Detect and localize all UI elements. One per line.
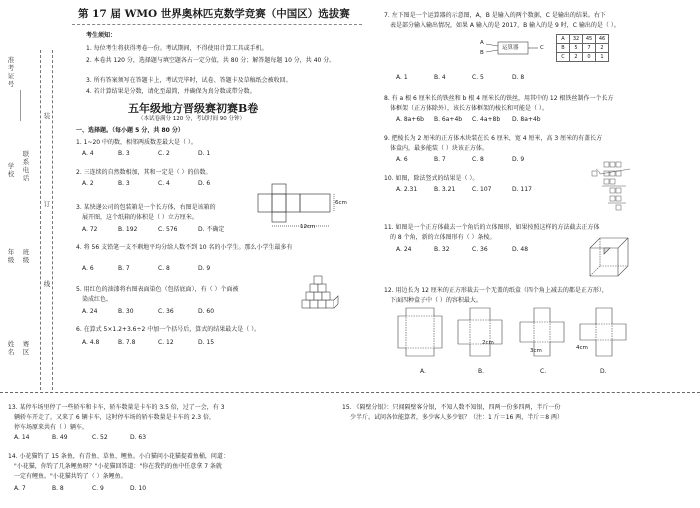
option[interactable]: B. 3 — [118, 180, 130, 187]
notice-item: 3. 所有答案须写在答题卡上，考试完毕时，试卷、答题卡及草稿纸会被收回。 — [86, 77, 292, 84]
option[interactable]: D. 60 — [198, 308, 215, 315]
question-stem: 体盒内，最多能装（ ）块该正方体。 — [390, 145, 488, 152]
notice-heading: 考生须知： — [86, 32, 117, 39]
question-stem: 表是部分输入输出情况，如果 A 输入的是 2017，B 输入的是 9 时，C 输出的是（ ）。 — [390, 22, 620, 29]
bind-mark: 线 — [43, 280, 51, 288]
table-cell: 5 — [570, 44, 583, 53]
figure-label: 3cm — [530, 348, 542, 354]
bind-mark: 装 — [43, 112, 51, 120]
box-net-options-figure — [398, 308, 628, 364]
binding-dashed-line — [40, 50, 41, 390]
option[interactable]: C. 9 — [92, 485, 104, 492]
option[interactable]: B. — [478, 368, 485, 375]
option[interactable]: C. 12 — [158, 339, 174, 346]
table-cell: 2 — [596, 44, 609, 53]
option[interactable]: C. 4 — [158, 180, 170, 187]
notice-item: 4. 若计算结果是分数，请化至最简，并确保为真分数或带分数。 — [86, 88, 256, 95]
table-cell: B — [557, 44, 570, 53]
option[interactable]: A. 2.31 — [396, 186, 418, 193]
question-stem: 8. 有 a 根 6 厘米长的铁丝和 b 根 4 厘米长的铁丝，用其中的 12 根铁丝制作一个长方 — [384, 95, 614, 102]
option[interactable]: C. 52 — [92, 434, 108, 441]
option[interactable]: A. 14 — [14, 434, 30, 441]
option[interactable]: A. 24 — [396, 246, 412, 253]
option[interactable]: A. 4.8 — [82, 339, 100, 346]
option[interactable]: A. 4 — [82, 150, 94, 157]
option[interactable]: D. 9 — [512, 156, 525, 163]
option[interactable]: D. 不确定 — [198, 226, 225, 233]
sidebar-label: 年级 — [7, 248, 15, 264]
question-stem: 1. 1~20 中的数，相邻两质数差最大是（ ）。 — [76, 139, 197, 146]
option[interactable]: D. 48 — [512, 246, 529, 253]
question-stem: 7. 左下图是一个运算器的示意图，A，B 是输入的两个数据，C 是输出的结果。右下 — [384, 12, 606, 19]
sidebar-label: 班级 — [22, 248, 30, 264]
option[interactable]: C. 4a+8b — [472, 116, 501, 123]
option[interactable]: C. 36 — [472, 246, 488, 253]
option[interactable]: C. 107 — [472, 186, 492, 193]
option[interactable]: B. 7 — [118, 265, 130, 272]
option[interactable]: B. 7.8 — [118, 339, 136, 346]
option[interactable]: D. 10 — [130, 485, 147, 492]
option[interactable]: B. 30 — [118, 308, 134, 315]
question-stem: 染成红色。 — [82, 296, 113, 303]
question-stem: 14. 小花猫钓了 15 条鱼，有青鱼、草鱼、鲤鱼。小白猫问小花猫提着鱼桶，问道： — [8, 453, 229, 460]
table-cell: C — [557, 53, 570, 62]
question-stem: 4. 将 56 支铅笔一支不剩地平均分给人数不到 10 名的小学生。那么小学生最多有 — [76, 244, 293, 251]
option[interactable]: D. 9 — [198, 265, 211, 272]
option[interactable]: C. — [540, 368, 547, 375]
option[interactable]: A. 24 — [82, 308, 98, 315]
option[interactable]: D. 6 — [198, 180, 211, 187]
option[interactable]: D. 8a+4b — [512, 116, 541, 123]
question-stem: 9. 把棱长为 2 厘米的正方体木块装在长 6 厘米，宽 4 厘米，高 3 厘米的有盖长方 — [384, 135, 603, 142]
question-stem: 13. 某停车场里停了一些轿车和卡车，轿车数量是卡车的 3.5 倍，过了一会，有 3 — [8, 404, 225, 411]
question-stem: 2. 三连续的自然数相加，其和一定是（ ）的倍数。 — [76, 169, 212, 176]
option[interactable]: B. 8 — [52, 485, 64, 492]
question-stem: 下面四种盒子中（ ）的容积最大。 — [390, 297, 482, 304]
option[interactable]: A. 8a+6b — [396, 116, 424, 123]
option[interactable]: C. 8 — [158, 265, 170, 272]
option[interactable]: C. 576 — [158, 226, 178, 233]
question-stem: 10. 如图，除法竖式的结果是（ ）。 — [384, 175, 479, 182]
option[interactable]: D. 63 — [130, 434, 147, 441]
option[interactable]: B. 3 — [118, 150, 130, 157]
question-stem: 6. 在算式 5×1.2+3.6÷2 中加一个括号后，算式的结果最大是（ ）。 — [76, 326, 261, 333]
truncated-cube-figure — [588, 236, 634, 278]
option[interactable]: B. 49 — [52, 434, 68, 441]
option[interactable]: D. 117 — [512, 186, 532, 193]
option[interactable]: A. 1 — [396, 74, 408, 81]
question-stem: 的 8 个角，新的立体图形有（ ）条棱。 — [390, 234, 496, 241]
figure-label: 12cm — [300, 224, 316, 230]
table-cell: 2 — [570, 53, 583, 62]
sidebar-label: 联系电话 — [22, 150, 30, 182]
sidebar-label: 赛区 — [22, 340, 30, 356]
question-stem: 一定有鲤鱼。"小花猫共钓了（ ）条鲤鱼。 — [14, 473, 127, 480]
question-stem: "小花猫，你钓了几条鲤鱼呀？"小花猫回答道："你在我钓的鱼中任意拿 7 条就 — [14, 463, 222, 470]
binding-dashed-line — [52, 50, 53, 390]
question-stem: 少半斤。试问各位能算者，多少客人多少银？（注：1 斤＝16 两，半斤＝8 两） — [350, 414, 563, 421]
question-stem: 3. 某快递公司的包装箱是一个长方体，右图是该箱的 — [76, 204, 216, 211]
option[interactable]: D. 1 — [198, 150, 211, 157]
option[interactable]: C. 36 — [158, 308, 174, 315]
question-stem: 展开图，这个纸箱的体积是（ ）立方厘米。 — [82, 214, 198, 221]
figure-label: 4cm — [576, 345, 588, 351]
option[interactable]: A. 7 — [14, 485, 26, 492]
option[interactable]: A. 6 — [82, 265, 94, 272]
option[interactable]: A. 2 — [82, 180, 94, 187]
option[interactable]: A. 72 — [82, 226, 98, 233]
cube-stack-figure — [298, 276, 348, 316]
figure-label: 6cm — [335, 200, 347, 206]
exam-meta: （本试卷满分 120 分，考试时间 90 分钟） — [138, 116, 245, 122]
option[interactable]: B. 192 — [118, 226, 138, 233]
question-stem: 15. 《隔壁分银》：只闻隔壁客分银，不知人数不知银，四两一份多四两，半斤一份 — [342, 404, 561, 411]
sidebar-label: 学校 — [7, 162, 15, 178]
bind-mark: 订 — [43, 200, 51, 208]
option[interactable]: D. — [600, 368, 607, 375]
option[interactable]: B. 32 — [434, 246, 450, 253]
machine-label: 运算器 — [502, 45, 519, 51]
option[interactable]: D. 15 — [198, 339, 215, 346]
option[interactable]: B. 3.21 — [434, 186, 456, 193]
question-stem: 辆轿车开走了，又来了 6 辆卡车，这时停车场的轿车数量是卡车的 2.3 倍， — [14, 414, 215, 421]
exam-subtitle: 五年级地方晋级赛初赛B卷 — [128, 102, 259, 115]
option[interactable]: C. 5 — [472, 74, 484, 81]
option[interactable]: A. — [420, 368, 426, 375]
table-cell: 46 — [596, 35, 609, 44]
option[interactable]: C. 2 — [158, 150, 170, 157]
sidebar-field-line — [20, 90, 21, 121]
question-stem: 5. 用红色的油漆将右图表面染色（包括底面），有（ ）个面被 — [76, 286, 239, 293]
table-cell: 1 — [596, 53, 609, 62]
figure-label: 2cm — [482, 340, 494, 346]
option[interactable]: D. 8 — [512, 74, 525, 81]
option[interactable]: B. 7 — [434, 156, 446, 163]
machine-io-label: A — [480, 40, 484, 46]
table-cell: 45 — [583, 35, 596, 44]
table-cell: 0 — [583, 53, 596, 62]
table-cell: A — [557, 35, 570, 44]
machine-io-label: B — [480, 50, 484, 56]
sidebar-label: 准考证号 — [7, 56, 15, 88]
option[interactable]: B. 4 — [434, 74, 446, 81]
section-heading: 一、选择题。（每小题 5 分，共 80 分） — [76, 127, 184, 134]
option[interactable]: A. 6 — [396, 156, 408, 163]
machine-io-label: C — [540, 45, 544, 51]
option[interactable]: C. 8 — [472, 156, 484, 163]
page-fold-line — [0, 392, 700, 393]
question-stem: 12. 用边长为 12 厘米的正方形裁去一个无盖的纸盒（四个角上减去的都是正方形）， — [384, 287, 608, 294]
question-stem: 体框架（正方体除外），该长方体框架的棱长和可能是（ ）。 — [390, 105, 548, 112]
option[interactable]: B. 6a+4b — [434, 116, 463, 123]
page-title: 第 17 届 WMO 世界奥林匹克数学竞赛（中国区）选拔赛 — [78, 8, 350, 20]
table-cell: 32 — [570, 35, 583, 44]
long-division-figure — [590, 160, 640, 212]
question-stem: 停车场原来共有（ ）辆车。 — [14, 424, 88, 431]
question-stem: 11. 如图是一个正方体截去一个角后的立体图形，如果按照这样的方法截去正方体 — [384, 224, 600, 231]
notice-item: 1. 每位考生将获得考卷一份。考试期间，不得使用计算工具或手机。 — [86, 45, 268, 52]
table-cell: 7 — [583, 44, 596, 53]
io-table — [556, 34, 609, 62]
sidebar-label: 姓名 — [7, 340, 15, 356]
header-divider — [72, 24, 362, 25]
notice-item: 2. 本卷共 120 分，选择题与填空题各占一定分值，共 80 分；解答题每题 10 分，共 40 分。 — [86, 57, 336, 64]
